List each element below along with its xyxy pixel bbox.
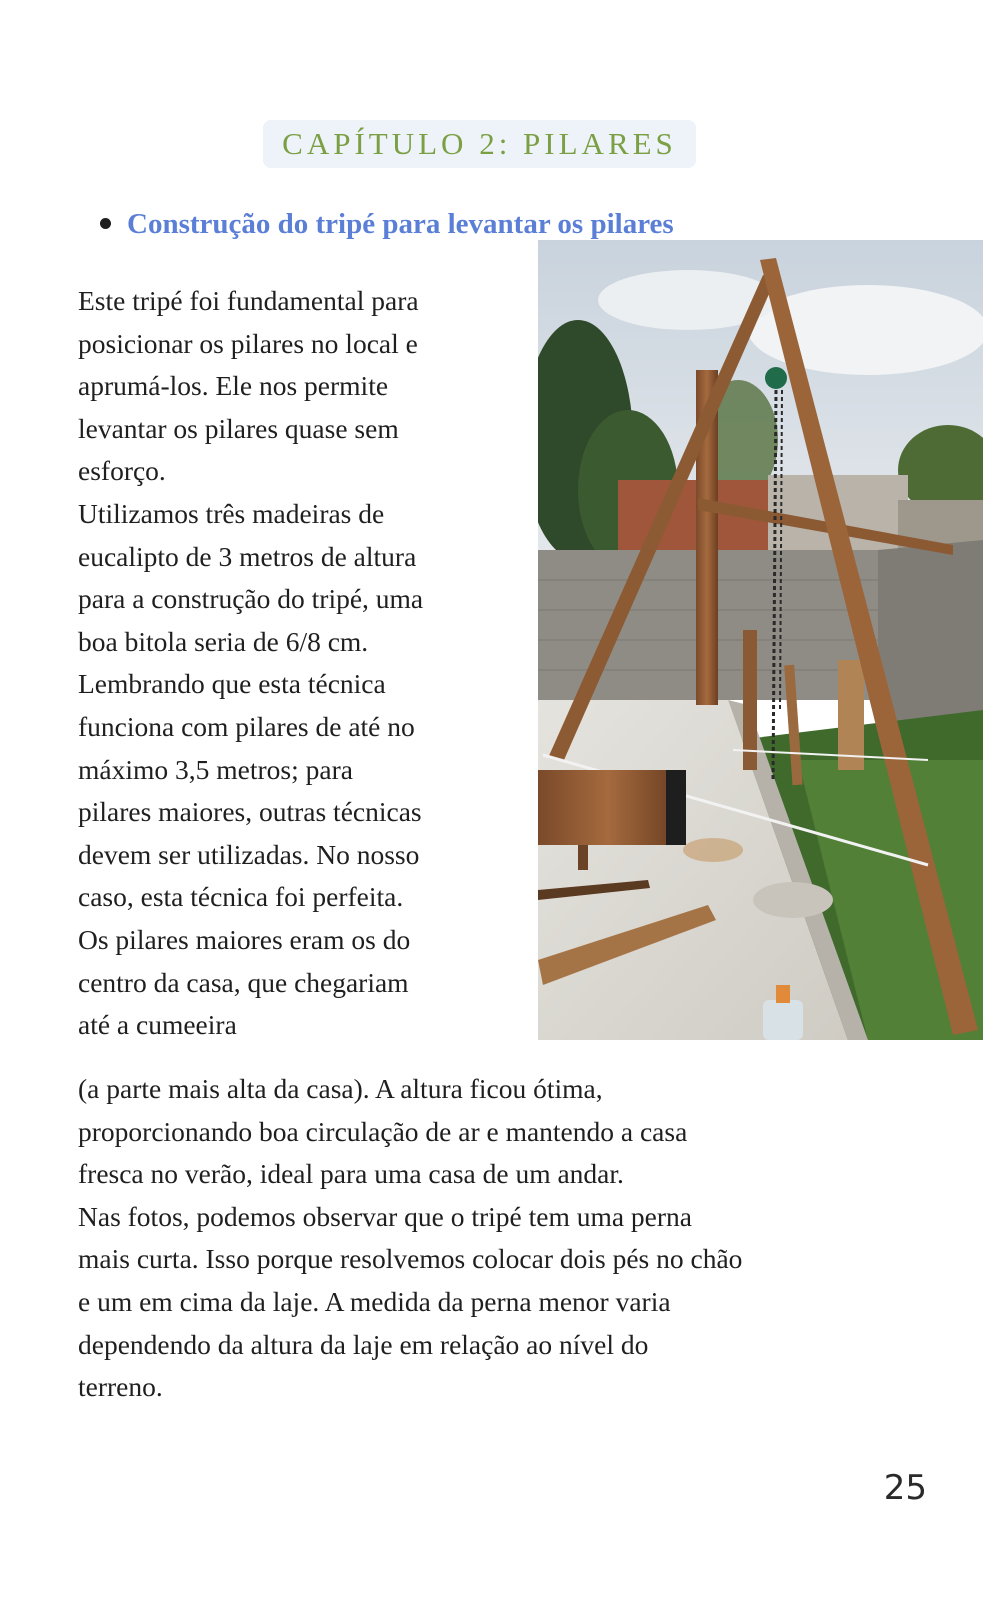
- text-line: proporcionando boa circulação de ar e mantendo a casa: [78, 1115, 688, 1147]
- text-line: caso, esta técnica foi perfeita.: [78, 881, 404, 913]
- text-line: esforço.: [78, 455, 166, 487]
- text-line: eucalipto de 3 metros de altura: [78, 540, 417, 572]
- chapter-heading: CAPÍTULO 2: PILARES: [263, 120, 696, 168]
- body-paragraph-left: [78, 280, 528, 1047]
- bullet-icon: [100, 218, 111, 229]
- text-line: até a cumeeira: [78, 1009, 237, 1041]
- text-line: boa bitola seria de 6/8 cm.: [78, 625, 369, 657]
- body-paragraph-bottom: [78, 1068, 958, 1409]
- text-line: aprumá-los. Ele nos permite: [78, 370, 389, 402]
- text-line: posicionar os pilares no local e: [78, 327, 418, 359]
- text-line: máximo 3,5 metros; para: [78, 753, 353, 785]
- text-line: terreno.: [78, 1371, 163, 1403]
- text-line: mais curta. Isso porque resolvemos colocar dois pés no chão: [78, 1243, 743, 1275]
- text-line: fresca no verão, ideal para uma casa de um andar.: [78, 1158, 624, 1190]
- page-number: 25: [883, 1468, 927, 1508]
- text-line: Os pilares maiores eram os do: [78, 923, 411, 955]
- text-line: devem ser utilizadas. No nosso: [78, 838, 420, 870]
- text-line: centro da casa, que chegariam: [78, 966, 409, 998]
- text-line: funciona com pilares de até no: [78, 710, 415, 742]
- tripod-photo: [538, 240, 983, 1040]
- text-line: Nas fotos, podemos observar que o tripé tem uma perna: [78, 1200, 692, 1232]
- text-line: levantar os pilares quase sem: [78, 412, 399, 444]
- section-title-text: Construção do tripé para levantar os pilares: [127, 208, 674, 240]
- text-line: pilares maiores, outras técnicas: [78, 796, 422, 828]
- text-line: dependendo da altura da laje em relação ao nível do: [78, 1328, 649, 1360]
- text-line: Utilizamos três madeiras de: [78, 497, 385, 529]
- text-line: (a parte mais alta da casa). A altura ficou ótima,: [78, 1073, 603, 1104]
- text-line: e um em cima da laje. A medida da perna menor varia: [78, 1285, 671, 1317]
- text-line: Este tripé foi fundamental para: [78, 285, 419, 316]
- text-line: Lembrando que esta técnica: [78, 668, 386, 700]
- text-line: para a construção do tripé, uma: [78, 583, 424, 615]
